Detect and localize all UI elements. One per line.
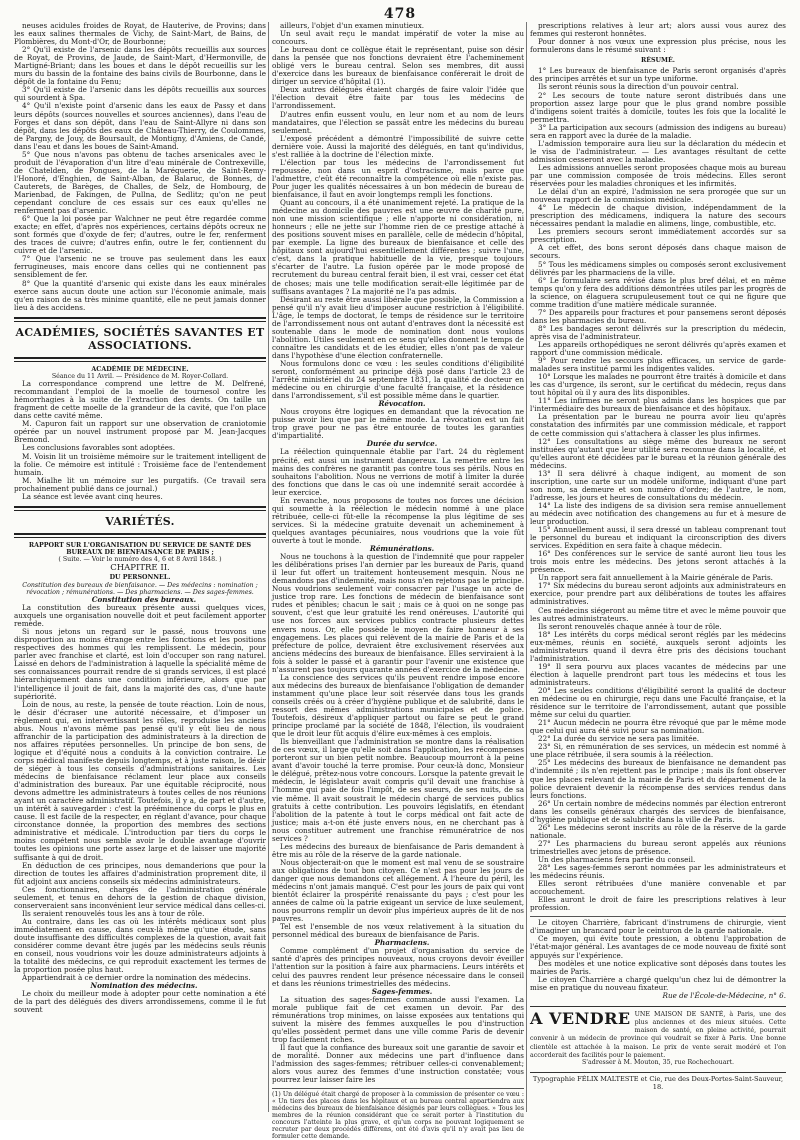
resume-item: 11° Les infirmes ne seront plus admis dans les hospices que par l'intermédiaire des bureaux de bienfaisance et des hôpitaux. xyxy=(530,396,786,414)
section-rule xyxy=(14,357,266,362)
remunerations-subheading: Rémunérations. xyxy=(369,544,435,554)
paragraph: Nous ne touchons à la question de l'indemnité que pour rappeler les délibérations prises l'an dernier par les bureaux de Paris, quand il leur fut offert un traitement honteusement mesquin. Nous ne demandons pas d'indemnité, mais nous n'en rejetons pas le principe. Nous voudrions seulement voir consacrer par l'usage un acte de justice trop rare. Les fonctions de médecin de bienfaisance sont rudes et pénibles; chacun le sait ; mais ce à quoi on ne songe pas souvent, c'est que leur gratuité les rend onéreuses. L'autorité qui use nos forces aux services publics contracte plusieurs dettes envers nous. Or, elle possède le moyen de faire honneur à ses engagemens. Les places qui relèvent de la mairie de Paris et de la préfecture de police, devraient être exclusivement réservées aux anciens médecins des bureaux de bienfaisance. Elles serviraient à la fois à solder le passé et à garantir pour l'avenir une existence que n'assurent pas toujours quarante années d'exercice de la médecine. xyxy=(272,552,524,674)
column-divider xyxy=(526,22,527,1112)
paragraph: 2° Qu'il existe de l'arsenic dans les dépôts recueillis aux sources de Royat, de Provins, de Jaude, de Saint-Mart, d'Hermonville, de Martigné-Briant; dans les boues et dans le dépôt recueillis sur les murs du bassin de la fontaine des bains civils de Bourbonne, dans le dépôt de la fontaine du Fenu; xyxy=(14,45,266,87)
personnel-heading: DU PERSONNEL. xyxy=(109,574,171,582)
varietes-heading: VARIÉTÉS. xyxy=(105,514,175,528)
paragraph: Les médecins des bureaux de bienfaisance de Paris demandent à être mis au rôle de la réserve de la garde nationale. xyxy=(272,841,524,859)
resume-item: 5° Tous les médicamens simples ou composés seront exclusivement délivrés par les pharmaciens de la ville. xyxy=(530,259,786,277)
resume-item: Les admissions annuelles seront proposées chaque mois au bureau par une commission composée de trois médecins. Elles seront réservées pour les maladies chroniques et les infirmités. xyxy=(530,162,786,189)
paragraph: Ils seraient renouvelés tous les ans à tour de rôle. xyxy=(22,908,205,918)
paragraph: La constitution des bureaux présente aussi quelques vices, auxquels une organisation nouvelle doit et peut facilement apporter remède. xyxy=(14,603,266,629)
paragraph: 3° Qu'il existe de l'arsenic dans les dépôts recueillis aux sources qui sourdent à Spa. xyxy=(14,85,266,103)
resume-item: 20° Les seules conditions d'éligibilité seront la qualité de docteur en médecine ou en chirurgie, reçu dans une Faculté française, et la résidence sur le territoire de l'arrondissement, autant que possible même sur celui du quartier. xyxy=(530,686,786,720)
page-number: 478 xyxy=(383,6,417,22)
paragraph: Tel est l'ensemble de nos vœux relativement à la situation du personnel médical des bureaux de bienfaisance de Paris. xyxy=(272,922,524,940)
paragraph: D'autres enfin eussent voulu, en leur nom et au nom de leurs mandataires, que l'élection se passât entre les médecins du bureau seulement. xyxy=(272,109,524,135)
advertisement xyxy=(530,1006,786,1066)
resume-item: 26° Un certain nombre de médecins nommés par élection entreront dans les conseils généraux chargés des services de bienfaisance, d'hygiène publique et de salubrité dans la ville de Paris. xyxy=(530,798,786,824)
column-1 xyxy=(14,22,266,1112)
resume-item: 3° La participation aux secours (admission des indigens au bureau) sera en rapport avec la durée de la maladie. xyxy=(530,122,786,140)
address-line: Rue de l'École-de-Médecine, n° 6. xyxy=(662,990,786,1000)
resume-item: La présentation par le bureau ne pourra avoir lieu qu'après constatation des infirmités par une commission médicale, et rapport de cette commission qui s'attachera à classer les plus infirmes. xyxy=(530,412,786,438)
paragraph: Ce moyen, qui évite toute pression, a obtenu l'approbation de l'état-major général. Les avantages de ce mode nouveau de fixité sont appuyés sur l'expérience. xyxy=(530,934,786,960)
resume-item: 21° Aucun médecin ne pourra être révoqué que par le même mode que celui qui aura été suivi pour sa nomination. xyxy=(530,718,786,736)
paragraph: Pour donner à nos vœux une expression plus précise, nous les formulerons dans le résumé suivant : xyxy=(530,37,786,55)
paragraph: Désirant au reste être aussi libérale que possible, la Commission a pensé qu'il n'y avait lieu d'imposer aucune restriction à l'éligibilité. L'âge, le temps de doctorat, le temps de résidence sur le territoire de l'arrondissement nous ont autant d'entraves dont la nécessité est soutenable dans le mode de nomination dont nous voulons l'abolition. Utiles seulement en ce sens qu'elles donnent le temps de connaître les candidats et de les étudier, elles n'ont pas de valeur dans l'hypothèse d'une élection confraternelle. xyxy=(272,294,524,360)
paragraph: Loin de nous, au reste, la pensée de toute réaction. Loin de nous, le désir d'écraser une autorité nécessaire, et d'imposer un règlement qui, en intervertissant les rôles, reproduise les anciens abus. Nous n'avons même pas pensé qu'il y eût lieu de nous affranchir de la participation des administrateurs à la direction de nos affaires réputées personnelles. Un principe de bon sens, de logique et d'équité nous a conduits à la conviction contraire. Le corps médical manifeste depuis longtemps, et à juste raison, le désir de siéger à tous les conseils d'administrations sanitaires. Les médecins de bienfaisance réclament leur place aux conseils d'administration des bureaux. Par une équitable réciprocité, nous devons admettre les administrateurs à toutes celles de nos réunions ayant un caractère administratif. Toutefois, il y a, de part et d'autre, un intérêt à sauvegarder : c'est la prééminence du corps le plus en cause. Il est facile de la respecter, en réglant d'avance, pour chaque circonstance donnée, la proportion des membres des sections administrative et médicale. L'introduction par tiers du corps le moins compétent nous semble avoir le double avantage d'ouvrir toutes les opinions une porte assez large et de laisser une majorité suffisante à qui de droit. xyxy=(14,699,266,862)
resume-item: 16° Des conférences sur le service de santé auront lieu tous les trois mois entre les médecins. Des jetons seront attachés à la présence. xyxy=(530,549,786,575)
seance-line: Séance du 11 Avril. — Présidence de M. Royer-Collard. xyxy=(51,372,229,380)
resume-item: Un rapport sera fait annuellement à la Mairie générale de Paris. xyxy=(538,573,773,583)
sages-femmes-subheading: Sages-femmes. xyxy=(371,986,433,996)
paragraph: Au contraire, dans les cas où les intérêts médicaux sont plus immédiatement en cause, dans ceux-là même qu'une étude, sans doute insuffisante des difficultés complexes de la question, avait fait considérer comme devant être jugés par les médecins seuls réunis en conseil, nous voudrions voir les douze administrateurs adjoints à la totalité des médecins, ce qui reproduit exactement les termes de la proportion posée plus haut. xyxy=(14,916,266,975)
paragraph: Ils bienveillant que l'administration se montre dans la réalisation de ces vœux, il large qu'elle soit dans l'application, les récompenses porteront sur un bien petit nombre. Beaucoup mourront à la peine avant d'avoir touché la terre promise. Pour ceux-là donc, Monsieur le délégué, prêtez-nous votre concours. Lorsque la patente grevait le médecin, le législateur avait compris qu'il devait une franchise à l'homme qui paie de fois l'impôt, de ses sueurs, de ses nuits, de sa vie même. Il avait soustrait le médecin chargé de services publics gratuits à cette contribution. Les pouvoirs législatifs, en étendant l'abolition de la patente à tout le corps médical ont fait acte de justice; mais a-t-on été juste envers nous, en ne cherchant pas à nous constituer autrement une franchise rémunératrice de nos services ? xyxy=(272,737,525,843)
resume-item: 14° La liste des indigens de sa division sera remise annuellement au médecin avec notification des changemens au fur et à mesure de leur production. xyxy=(530,500,786,527)
resume-item: 15° Annuellement aussi, il sera dressé un tableau comprenant tout le personnel du bureau et indiquant la circonscription des divers services. Expédition en sera faite à chaque médecin. xyxy=(530,525,786,551)
paragraph: La situation des sages-femmes commande aussi l'examen. La morale publique fait de cet examen un devoir. Par des rémunérations trop minimes, on laisse exposées aux tentations qui suivent la misère des femmes auxquelles le pou d'instruction qu'elles possèdent permet dans une ville comme Paris de devenir trop facilement riches. xyxy=(272,994,524,1044)
academies-heading: ACADÉMIES, SOCIÉTÉS SAVANTES ET ASSOCIATIONS. xyxy=(15,325,265,352)
paragraph: 5° Que nous n'avons pas obtenu de taches arsenicales avec le produit de l'évaporation d'un litre d'eau minérale de Contrexeville, de Chatelden, de Pongues, de la Maréquerie, de Saint-Remy-l'Honoré, d'Enghien, de Saint-Alban, de Balaruc, de Bonnes, de Cauterets, de Barèges, de Challes, de Selz, de Hombourg, de Marienbad, de Fakingen, de Pullna, de Sedlitz; qu'on ne peut cependant conclure de ces essais sur ces eaux qu'elles ne renferment pas d'arsenic. xyxy=(14,149,266,216)
paragraph: Nous croyons être logiques en demandant que la révocation ne puisse avoir lieu que par le même mode. La révocation est un fait trop grave pour ne pas être entourée de toutes les garanties d'impartialité. xyxy=(272,407,524,441)
paragraph: Appartiendrait à ce dernier ordre la nomination des médecins. xyxy=(22,973,251,983)
rapport-suite: ( Suite. — Voir le numéro des 4, 6 et 8 Avril 1848. ) xyxy=(58,556,222,564)
resume-item: 9° Pour rendre les secours plus efficaces, un service de garde-malades sera institué parmi les indigentes valides. xyxy=(530,356,786,374)
resume-item: Les premiers secours seront immédiatement accordés sur sa prescription. xyxy=(530,227,786,245)
paragraph: 6° Que la loi posée par Walchner ne peut être regardée comme exacte; en effet, d'après nos expériences, certains dépôts ocreux ne sont formés que d'oxyde de fer; d'autres, outre le fer, renferment des traces de cuivre; d'autres enfin, outre le fer, contiennent du cuivre et de l'arsenic. xyxy=(14,214,266,256)
resume-item: Ils seront renouvelés chaque année à tour de rôle. xyxy=(538,621,722,631)
resume-item: Les appareils orthopédiques ne seront délivrés qu'après examen et rapport d'une commission médicale. xyxy=(530,339,786,358)
paragraph: M. Voisin lit un troisième mémoire sur le traitement intelligent de la folie. Ce mémoire est intitulé : Troisième face de l'entendement humain. xyxy=(14,451,266,477)
paragraph: La conscience des services qu'ils peuvent rendre impose encore aux médecins des bureaux de bienfaisance l'obligation de demander instamment qu'une place leur soit réservée dans tous les grands conseils créés ou à créer d'hygiène publique et de salubrité, dans le ressort des mêmes administrations municipales et de police. Toutefois, désireux d'appliquer partout ou faire se peut le grand principe proclamé par la société de 1848, l'élection, ils voudraient que le droit leur fût acquis d'élire eux-mêmes à ces emplois. xyxy=(272,672,524,739)
paragraph: prescriptions relatives à leur art; alors aussi vous aurez des femmes qui resteront honnêtes. xyxy=(530,21,786,39)
section-rule xyxy=(14,317,266,322)
resume-item: L'admission temporaire aura lieu sur la déclaration du médecin et le visa de l'administrateur. — Les avantages résultant de cette admission cesseront avec la maladie. xyxy=(530,138,786,164)
resume-item: 27° Les pharmaciens du bureau seront appelés aux réunions trimestrielles avec jetons de présence. xyxy=(530,838,786,856)
paragraph: Nous objecterait-on que le moment est mal venu de se soustraire aux obligations de tout bon citoyen. Ce n'est pas pour les jours de danger que nous demandons cet allégement. À l'heure du péril, les médecins n'ont jamais manqué. C'est pour les jours de paix qui vont bientôt éclairer la prospérité renaissante du pays ; c'est pour les années de calme où la patrie exigeant un service de luxe seulement, nous pourrons remplir un devoir plus impérieux auprès de lit de nos pauvres. xyxy=(272,857,524,924)
paragraph: Comme complément d'un projet d'organisation du service de santé d'après des principes nouveaux, nous croyons devoir éveiller l'attention sur la position à faire aux pharmaciens. Leurs intérêts et celui des pauvres rendent leur présence nécessaire dans le conseil et dans les réunions trimestrielles des médecins. xyxy=(272,946,524,988)
paragraph: Deux autres délégués étaient chargés de faire valoir l'idée que l'élection devait être faite par tous les médecins de l'arrondissement. xyxy=(272,85,524,111)
resume-item: 17° Six médecins du bureau seront adjoints aux administrateurs en exercice, pour prendre part aux délibérations de toutes les affaires administratives. xyxy=(530,581,786,607)
constitution-subheading: Constitution des bureaux. xyxy=(91,595,197,605)
paragraph: En revanche, nous proposons de toutes nos forces une décision qui soumette à la réélection le médecin nommé à une place rétribuée, celle-ci fût-elle la récompense la plus légitime de ses services. Si la médecine gratuite devenait un acheminement à quelques avantages pécuniaires, nous voudrions que la voie fût ouverte à tout le monde. xyxy=(272,495,524,545)
footnote: (1) Un délégué était chargé de proposer à la commission de présenter ce vœu : « Un tiers des places dans les hôpitaux et au bureau central appartiendra aux médecins des bureaux de bienfaisance désignés par leurs collègues. » Tous les membres de la réunion considérant que ce serait porter à l'institution du concours l'atteinte la plus grave, et qu'un corps ne pouvant logiquement se recruter par deux procédés différens, ont été d'avis qu'il n'y avait pas lieu de formuler cette demande. xyxy=(272,1088,524,1140)
column-divider xyxy=(268,22,269,1112)
ad-headline: A VENDRE xyxy=(530,1008,631,1028)
paragraph: Quant au concours, il a été unanimement rejeté. La pratique de la médecine au domicile des pauvres est une œuvre de charité pure, non une mission scientifique ; elle n'apporte ni considération, ni honneurs ; elle ne jette sur l'homme rien de ce prestige attaché à des positions souvent mises en parallèle, celle de médecin d'hôpital, par exemple. La ligne des bureaux de bienfaisance et celle des hôpitaux sont aujourd'hui essentiellement différentes ; suivre l'une, c'est, dans la pratique habituelle de la vie, presque toujours s'écarter de l'autre. La fusion opérée par le mode proposé de recrutement du bureau central ferait bien, il est vrai, cesser cet état de choses; mais une telle modification serait-elle légitimée par de suffisans avantages ? La majorité ne l'a pas admis. xyxy=(272,198,524,296)
paragraph: Le citoyen Charrière, fabricant d'instrumens de chirurgie, vient d'imaginer un brancard pour le ceinturon de la garde nationale. xyxy=(530,918,786,936)
section-rule xyxy=(14,506,266,511)
column-3 xyxy=(530,22,786,1112)
resume-item: Ils seront réunis sous la direction d'un pouvoir central. xyxy=(538,82,739,92)
paragraph: Il faut que la confiance des bureaux soit une garantie de savoir et de moralité. Donner aux médecins une part d'influence dans l'admission des sages-femmes; rétribuer celles-ci convenablement; alors vous aurez des femmes d'une instruction constatée; vous pourrez leur laisser faire les xyxy=(272,1042,524,1085)
paragraph: Les conclusions favorables sont adoptées. xyxy=(22,443,176,453)
paragraph: L'élection par tous les médecins de l'arrondissement fut repoussée, non dans un esprit d'ostracisme, mais parce que l'admettre, c'eût été reconnaître la compétence où elle n'existe pas. Pour juger les qualités nécessaires à un bon médecin de bureau de bienfaisance, il faut en avoir longtemps rempli les fonctions. xyxy=(272,157,524,199)
paragraph: ailleurs, l'objet d'un examen minutieux. xyxy=(280,21,425,30)
resume-item: Ces médecins siégeront au même titre et avec le même pouvoir que les autres administrateurs. xyxy=(530,605,786,623)
paragraph: 8° Que la quantité d'arsenic qui existe dans les eaux minérales exerce sans aucun doute une action sur l'économie animale, mais qu'en raison de sa très minime quantité, elle ne peut jamais donner lieu à des accidens. xyxy=(14,278,266,312)
resume-item: A cet effet, des bons seront déposés dans chaque maison de secours. xyxy=(530,243,786,261)
paragraph: neuses acidules froides de Royat, de Hauterive, de Provins; dans les eaux salines thermales de Vichy, de Saint-Mart, de Bains, de Plombières, du Mont-d'Or, de Bourbonne; xyxy=(14,21,266,47)
resume-item: 23° Si, en rémunération de ses services, un médecin est nommé à une place rétribuée, il sera soumis à la réélection. xyxy=(530,742,786,760)
resume-item: Elles seront rétribuées d'une manière convenable et par accouchement. xyxy=(530,879,786,897)
paragraph: L'exposé précédent a démontré l'impossibilité de suivre cette dernière voie. Aussi la majorité des délégués, en tant qu'individus, s'est ralliée à la doctrine de l'élection mixte. xyxy=(272,133,524,159)
paragraph: 7° Que l'arsenic ne se trouve pas seulement dans les eaux ferrugineuses, mais encore dans celles qui ne contiennent pas sensiblement de fer. xyxy=(14,254,266,280)
paragraph: En déduction de ces principes, nous demanderions que pour la direction de toutes les affaires d'administration proprement dite, il fût adjoint aux anciens conseils six médecins administrateurs. xyxy=(14,860,266,886)
ad-text: UNE MAISON DE SANTÉ, à Paris, une des plus anciennes et des mieux situées. Cette maison de santé, en pleine activité, pourrait convenir à un médecin de province qui voudrait se fixer à Paris. Une bonne clientèle est attachée à la maison. Le prix de vente serait modéré et l'on accorderait des facilités pour le paiement. xyxy=(530,1010,786,1059)
divider xyxy=(530,916,786,917)
resume-item: Elles auront le droit de faire les prescriptions relatives à leur profession. xyxy=(530,895,786,913)
paragraph: La correspondance comprend une lettre de M. Delfrené, recommandant l'emploi de la moelle de tournesol contre les hémorrhagies à la suite de l'extraction des dents. On taille un fragment de cette moelle de la grandeur de la cavité, que l'on place dans cette cavité même. xyxy=(14,379,266,421)
resume-item: 26° Les médecins seront inscrits au rôle de la réserve de la garde nationale. xyxy=(530,822,786,840)
paragraph: La réélection quinquennale établie par l'art. 24 du règlement précité, est aussi un instrument dangereux. La remettre entre les mains des confrères ne garantit pas contre tous ses périls. Nous en souhaitons l'abolition. Nous ne verrions de motif à limiter la durée des fonctions que dans le cas où une indemnité serait accordée à leur exercice. xyxy=(272,447,524,497)
resume-item: 13° Il sera délivré à chaque indigent, au moment de son inscription, une carte sur un modèle uniforme, indiquant d'une part son nom, sa demeure et son numéro d'ordre; de l'autre, le nom, l'adresse, les jours et heures de consultations du médecin. xyxy=(530,468,786,502)
resume-item: 7° Des appareils pour fractures et pour pansemens seront déposés dans les pharmacies du bureau. xyxy=(530,307,786,325)
rapport-title: RAPPORT SUR L'ORGANISATION DU SERVICE DE SANTÉ DES BUREAUX DE BIENFAISANCE DE PARIS ; xyxy=(28,541,252,556)
chapitre-heading: CHAPITRE II. xyxy=(110,563,170,574)
resume-item: 28° Les sages-femmes seront nommées par les administrateurs et les médecins réunis. xyxy=(530,863,786,881)
ad-contact: S'adresser à M. Mouton, 35, rue Rochechouart. xyxy=(581,1059,735,1066)
revocation-subheading: Révocation. xyxy=(378,399,426,409)
resume-list xyxy=(530,67,786,912)
pharmaciens-subheading: Pharmaciens. xyxy=(374,938,430,948)
paragraph: Des modèles et une notice explicative sont déposés dans toutes les mairies de Paris. xyxy=(530,958,786,976)
resume-item: 6° Le formulaire sera révisé dans le plus bref délai, et en même temps qu'on y fera des additions démontrées utiles par les progrès de la science, on élaguera scrupuleusement tout ce qui ne figure que comme tradition d'une matière médicale surannée. xyxy=(530,275,786,309)
academie-title: ACADÉMIE DE MÉDECINE. xyxy=(91,365,189,373)
printer-imprint: Typographie FÉLIX MALTESTE et Cie, rue des Deux-Portes-Saint-Sauveur, 18. xyxy=(530,1072,786,1091)
column-2 xyxy=(272,21,525,1140)
paragraph: La séance est levée avant cinq heures. xyxy=(22,491,163,501)
paragraph: Ces fonctionnaires, chargés de l'administration générale seulement, et tenus en dehors de la gestion de chaque division, conserveraient sans inconvénient leur service médical dans celles-ci. xyxy=(14,884,266,910)
paragraph: M. Capuron fait un rapport sur une observation de craniotomie opérée par un nouvel instrument proposé par M. Jean-Jacques Bremond. xyxy=(14,419,266,445)
resume-item: 22° La durée du service ne sera pas limitée. xyxy=(538,734,700,744)
resume-item: 12° Les consultations au siège même des bureaux ne seront instituées qu'autant que leur utilité sera reconnue dans la localité, et qu'elles auront été décidées par le bureau et la réunion générale des médecins. xyxy=(530,436,786,470)
resume-item: 18° Les intérêts du corps médical seront réglés par les médecins eux-mêmes, réunis en société, auxquels seront adjoints les administrateurs quand il devra être pris des décisions touchant l'administration. xyxy=(530,629,786,663)
duree-subheading: Durée du service. xyxy=(366,439,438,449)
paragraph: Si nous jetons un regard sur le passé, nous trouvons une disproportion au moins étrange entre les fonctions et les positions respectives des hommes qui les remplissent. Le médecin, pour parler avec franchise et clarté, est loin d'occuper son rang naturel. Laissé en dehors de l'administration à laquelle la spécialité même de ses connaissances pourrait rendre de si grands services, il est placé hiérarchiquement dans une condition inférieure, alors que par l'intelligence il jouit de fait, dans la majorité des cas, d'une haute supériorité. xyxy=(14,627,266,701)
paragraph: Un seul avait reçu le mandat impératif de voter la mise au concours. xyxy=(272,29,524,47)
paragraph: 4° Qu'il n'existe point d'arsenic dans les eaux de Passy et dans leurs dépôts (sources nouvelles et sources anciennes), dans l'eau de Forges et dans son dépôt, dans l'eau de Saint-Allyre ni dans son dépôt, dans les dépôts des eaux de Château-Thierry, de Coulommes, de Pargny, de Jouy, de Boursault, de Montigny, d'Amiens, de Candé, dans l'eau et dans les boues de Saint-Amand. xyxy=(14,101,266,151)
resume-item: Un des pharmaciens fera partie du conseil. xyxy=(538,854,696,864)
paragraph: Nous formulons donc ce vœu : les seules conditions d'éligibilité seront, conformément au principe déjà posé dans l'article 23 de l'arrêté ministériel du 24 septembre 1831, la qualité de docteur en médecine ou en chirurgie d'une faculté française, et la résidence dans l'arrondissement, s'il est possible même dans le quartier. xyxy=(272,358,524,401)
resume-item: 1° Les bureaux de bienfaisance de Paris seront organisés d'après des principes arrêtés et sur un type uniforme. xyxy=(530,66,786,84)
section-rule xyxy=(14,533,266,538)
paragraph: Le bureau dont ce collègue était le représentant, puise son désir dans la pensée que nos fonctions devraient être l'acheminement obligé vers le bureau central. Selon ses membres, dit aussi d'exercice dans les bureaux de bienfaisance conférerait le droit de diriger un service d'hôpital (1). xyxy=(272,45,524,87)
resume-item: 25° Les médecins des bureaux de bienfaisance ne demandent pas d'indemnité ; ils n'en rejettent pas le principe ; mais ils font observer que les places relevant de la mairie de Paris et du département de la police devraient devenir la récompense des services rendus dans leurs fonctions. xyxy=(530,758,786,800)
resume-item: 2° Les secours de toute nature seront distribués dans une proportion assez large pour que le plus grand nombre possible d'indigens soient traités à domicile, toutes les fois que la localité le permettra. xyxy=(530,90,786,124)
nomination-subheading: Nomination des médecins. xyxy=(90,981,198,991)
resume-item: 19° Il sera pourvu aux places vacantes de médecins par une élection à laquelle prendront part tous les médecins et tous les administrateurs. xyxy=(530,661,786,687)
resume-heading: RÉSUMÉ. xyxy=(640,57,676,65)
resume-item: 4° Le médecin de chaque division, indépendamment de la prescription des médicamens, indiquera la nature des secours nécessaires pendant la maladie en alimens, linge, combustible, etc. xyxy=(530,203,786,229)
paragraph: Le citoyen Charrière a chargé quelqu'un chez lui de démontrer la mise en pratique du nouveau fixateur. xyxy=(530,974,786,992)
resume-item: 10° Lorsque les malades ne pourront être traités à domicile et dans les cas d'urgence, ils seront, sur le certificat du médecin, reçus dans tout hôpital où il y aura des lits disponibles. xyxy=(530,372,786,398)
paragraph: M. Mialhe lit un mémoire sur les purgatifs. (Ce travail sera prochainement publié dans ce journal.) xyxy=(14,475,266,493)
resume-item: 8° Les bandages seront délivrés sur la prescription du médecin, après visa de l'administrateur. xyxy=(530,323,786,341)
resume-item: Le délai d'un an expiré, l'admission ne sera prorogée que sur un nouveau rapport de la commission médicale. xyxy=(530,187,786,205)
constitution-summary: Constitution des bureaux de bienfaisance. — Des médecins : nomination ; révocation ; rémunérations. — Des pharmaciens. — Des sages-femmes. xyxy=(22,581,258,596)
paragraph: Le choix du meilleur mode à adopter pour cette nomination a été de la part des délégués des divers arrondissemens, comme il le fut souvent xyxy=(14,989,266,1015)
